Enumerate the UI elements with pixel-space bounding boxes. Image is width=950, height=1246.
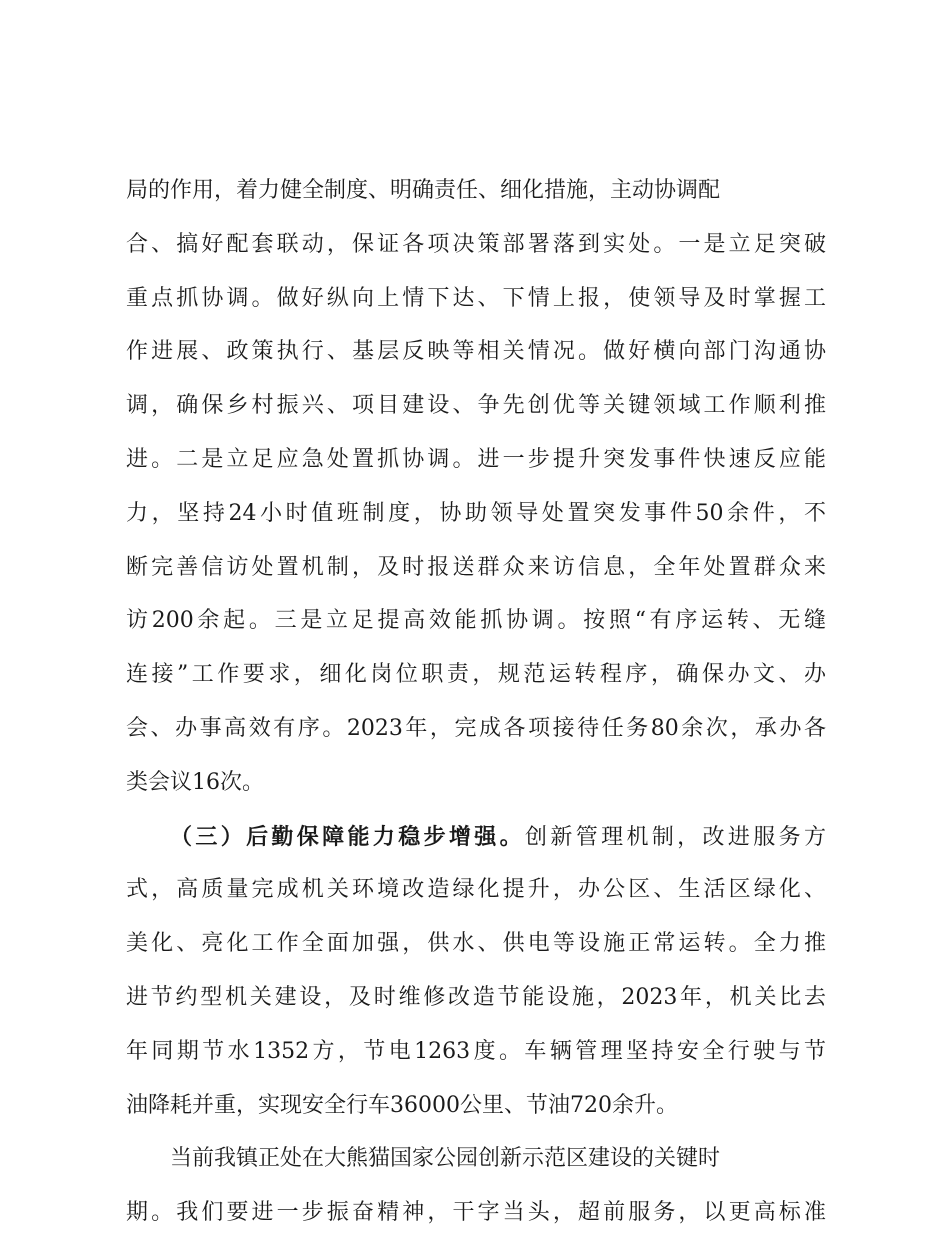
text-line: 会、办事高效有序。2023年，完成各项接待任务80余次，承办各 bbox=[126, 715, 826, 741]
text-line: 式，高质量完成机关环境改造绿化提升，办公区、生活区绿化、 bbox=[126, 877, 826, 903]
text-line: 局的作用，着力健全制度、明确责任、细化措施，主动协调配 bbox=[126, 178, 721, 203]
text-line: 类会议16次。 bbox=[126, 769, 264, 795]
text-line: 期。我们要进一步振奋精神，干字当头，超前服务，以更高标准 bbox=[126, 1200, 826, 1226]
text-line: 进。二是立足应急处置抓协调。进一步提升突发事件快速反应能 bbox=[126, 446, 826, 472]
section-three-first-line bbox=[126, 816, 826, 870]
text-line: 作进展、政策执行、基层反映等相关情况。做好横向部门沟通协 bbox=[126, 339, 826, 365]
text-line: 重点抓协调。做好纵向上情下达、下情上报，使领导及时掌握工 bbox=[126, 285, 826, 311]
text-line: 断完善信访处置机制，及时报送群众来访信息，全年处置群众来 bbox=[126, 554, 826, 580]
text-line: 进节约型机关建设，及时维修改造节能设施，2023年，机关比去 bbox=[126, 984, 826, 1010]
text-line: 油降耗并重，实现安全行车36000公里、节油720余升。 bbox=[126, 1092, 678, 1118]
text-line: 访200余起。三是立足提高效能抓协调。按照“有序运转、无缝 bbox=[126, 608, 826, 634]
text-line: 调，确保乡村振兴、项目建设、争先创优等关键领域工作顺利推 bbox=[126, 393, 826, 419]
text-line: 美化、亮化工作全面加强，供水、供电等设施正常运转。全力推 bbox=[126, 931, 826, 957]
closing-first-line: 当前我镇正处在大熊猫国家公园创新示范区建设的关键时 bbox=[170, 1146, 721, 1172]
text-line: 力，坚持24小时值班制度，协助领导处置突发事件50余件，不 bbox=[126, 500, 826, 526]
section-three-text: 创新管理机制，改进服务方 bbox=[525, 824, 826, 850]
section-three-heading: （三）后勤保障能力稳步增强。 bbox=[170, 823, 526, 850]
body-text bbox=[126, 170, 826, 1246]
text-line: 年同期节水1352方，节电1263度。车辆管理坚持安全行驶与节 bbox=[126, 1038, 826, 1064]
text-line: 合、搞好配套联动，保证各项决策部署落到实处。一是立足突破 bbox=[126, 231, 826, 257]
text-line: 连接”工作要求，细化岗位职责，规范运转程序，确保办文、办 bbox=[126, 662, 826, 688]
